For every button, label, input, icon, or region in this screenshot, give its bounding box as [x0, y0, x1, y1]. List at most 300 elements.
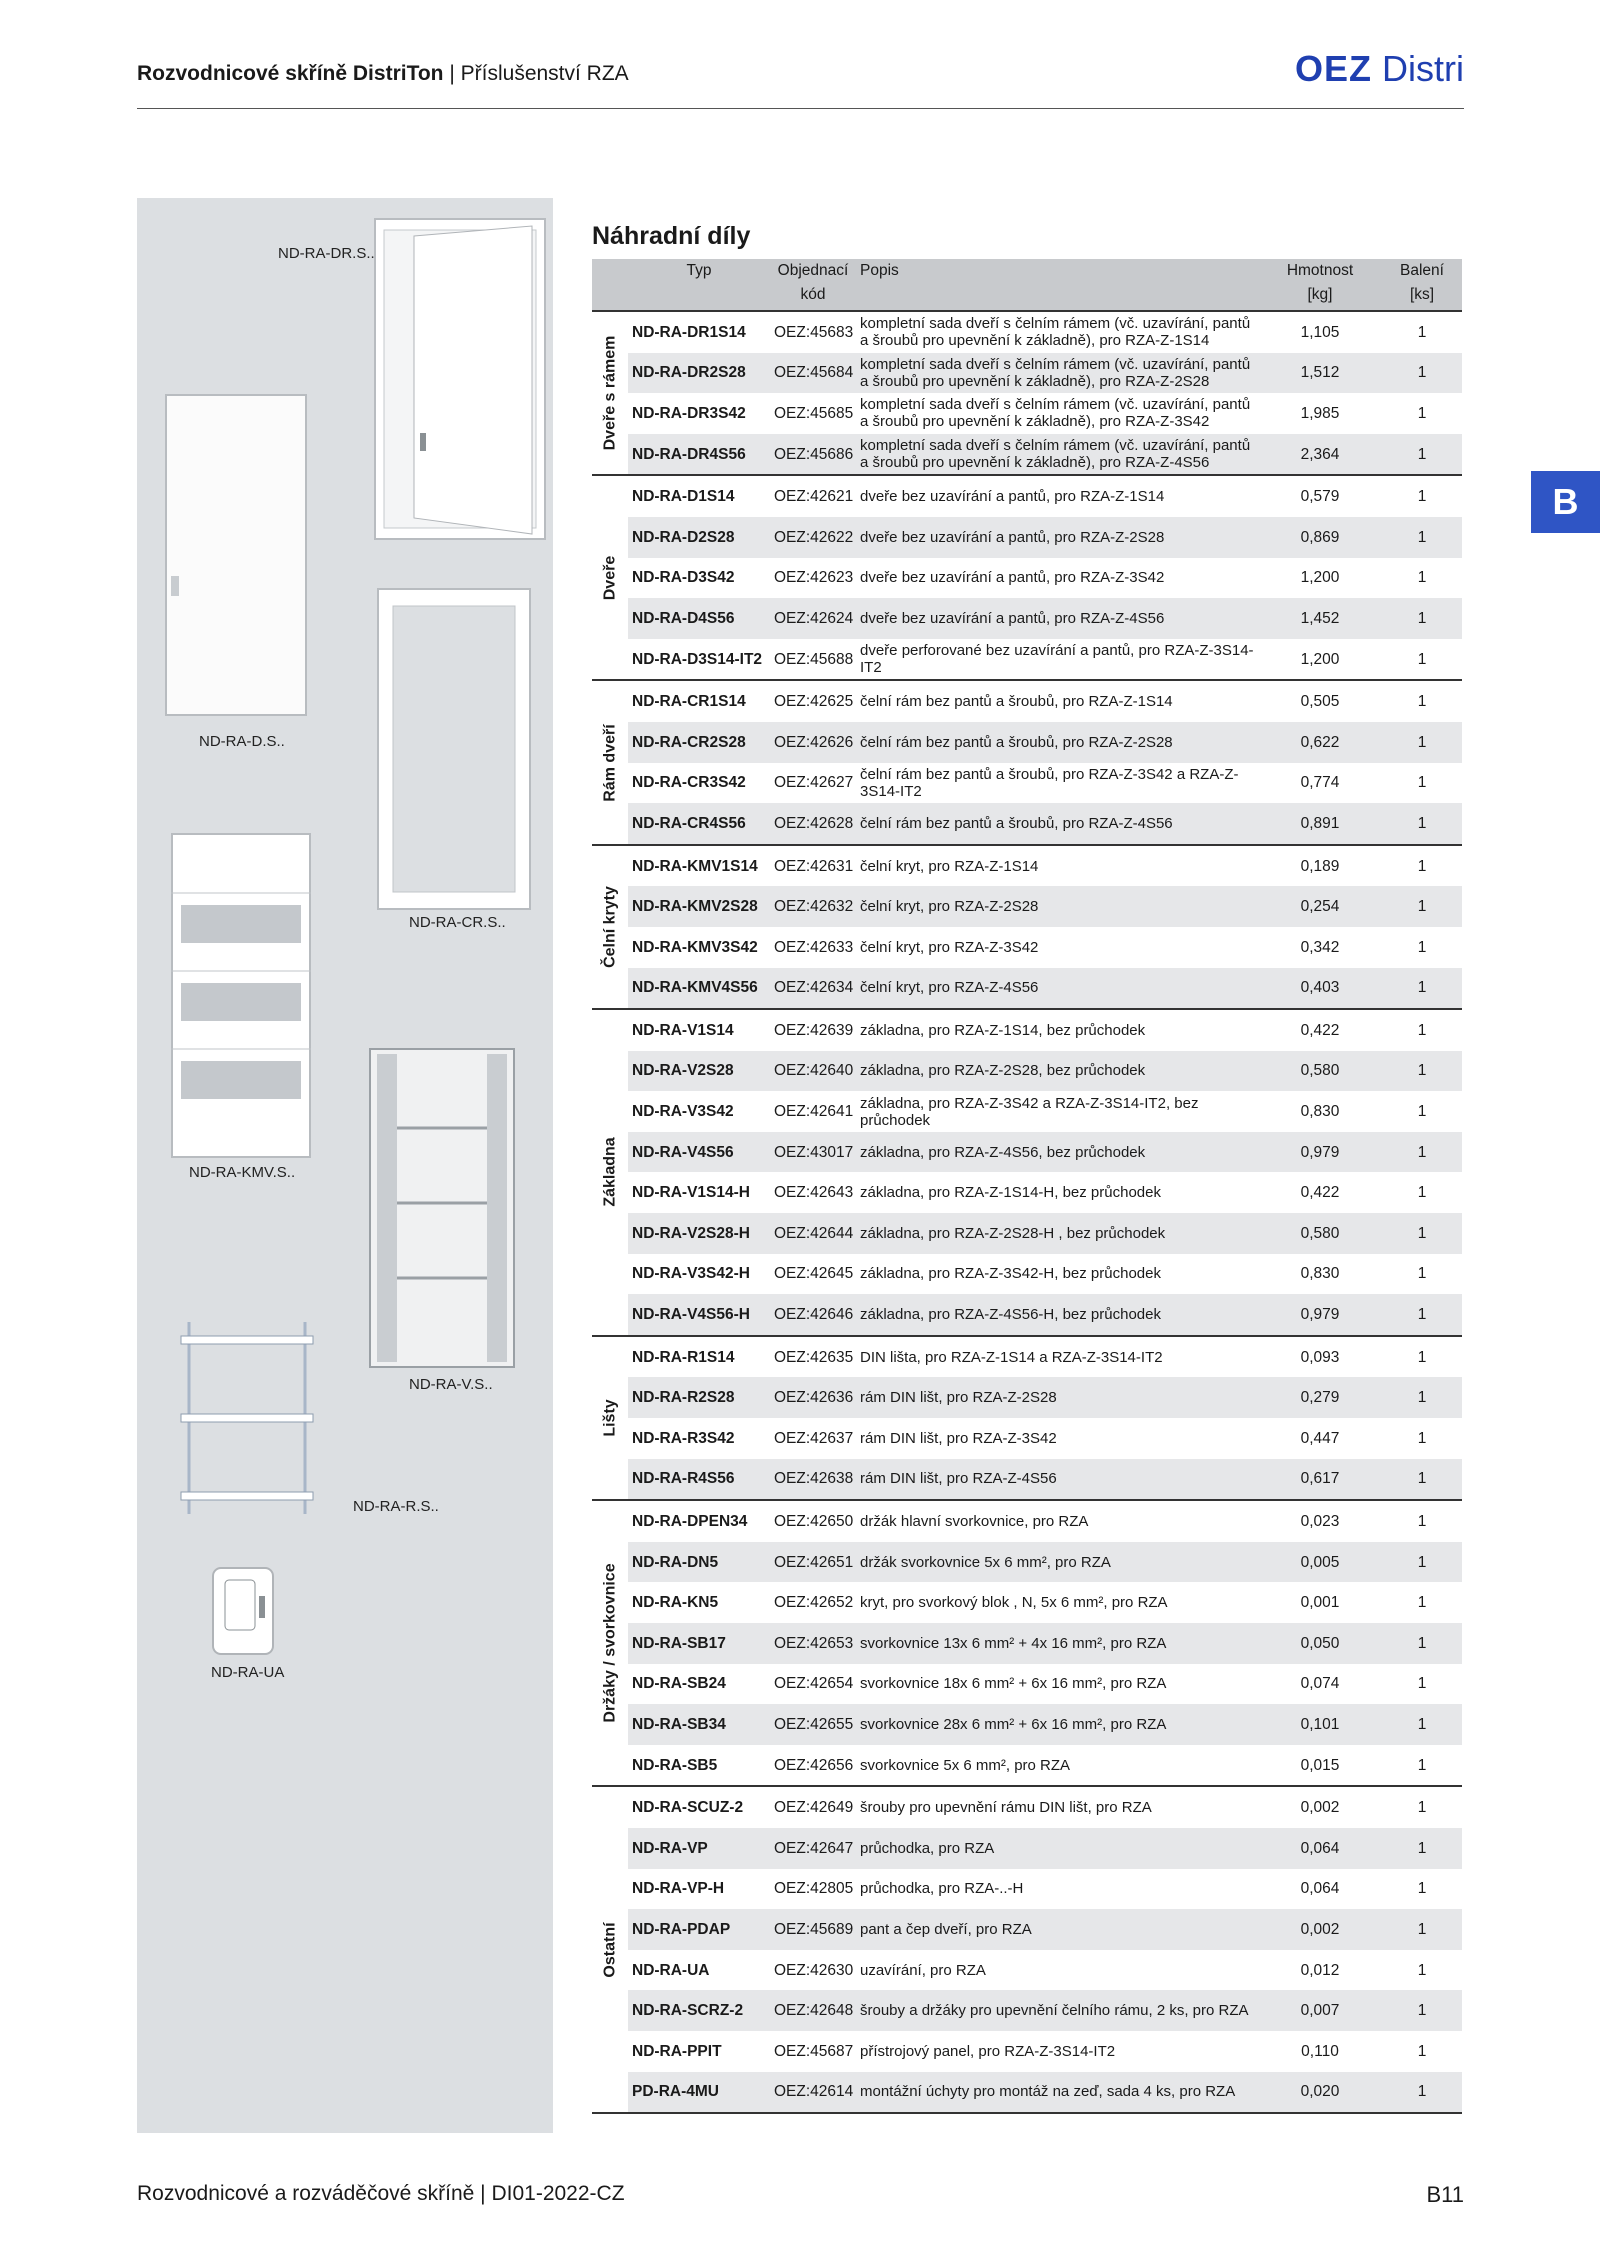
- header-hmotnost: Hmotnost [kg]: [1258, 259, 1382, 311]
- part-weight: 0,254: [1258, 886, 1382, 927]
- part-package: 1: [1417, 1184, 1427, 1202]
- table-row: [592, 1500, 1462, 1542]
- part-type: ND-RA-CR3S42: [632, 774, 746, 792]
- part-weight: 0,830: [1300, 1265, 1340, 1283]
- order-code: OEZ:43017: [770, 1132, 856, 1173]
- part-weight: 1,200: [1258, 639, 1382, 681]
- part-package: 1: [1382, 1500, 1462, 1542]
- part-description: držák hlavní svorkovnice, pro RZA: [856, 1500, 1258, 1542]
- part-weight: 0,830: [1300, 1103, 1340, 1121]
- header-kod: Objednací kód: [770, 259, 856, 311]
- part-package: 1: [1382, 886, 1462, 927]
- part-type: ND-RA-PDAP: [628, 1909, 770, 1950]
- order-code: OEZ:42656: [770, 1745, 856, 1787]
- order-code: OEZ:42650: [770, 1500, 856, 1542]
- part-description: základna, pro RZA-Z-2S28-H , bez průchodek: [856, 1213, 1258, 1254]
- group-label: Ostatní: [601, 1922, 619, 1978]
- table-row: [592, 763, 1462, 804]
- group-label: Dveře: [601, 555, 619, 601]
- part-description: čelní kryt, pro RZA-Z-1S14: [856, 845, 1258, 887]
- part-package: 1: [1417, 938, 1427, 956]
- label-r: ND-RA-R.S..: [353, 1498, 439, 1515]
- part-description: průchodka, pro RZA: [856, 1828, 1258, 1869]
- part-description: pant a čep dveří, pro RZA: [856, 1909, 1258, 1950]
- table-row: [592, 1294, 1462, 1336]
- part-description: čelní rám bez pantů a šroubů, pro RZA-Z-3S42 a RZA-Z-3S14-IT2: [860, 765, 1239, 800]
- part-weight: 1,452: [1258, 598, 1382, 639]
- order-code: OEZ:42621: [770, 475, 856, 517]
- table-row: [592, 1091, 1462, 1132]
- part-type: ND-RA-V3S42: [632, 1103, 734, 1121]
- order-code: OEZ:42644: [770, 1213, 856, 1254]
- logo-oez: OEZ: [1294, 48, 1372, 89]
- part-description: svorkovnice 13x 6 mm² + 4x 16 mm², pro RZA: [856, 1623, 1258, 1664]
- part-type: PD-RA-4MU: [628, 2072, 770, 2114]
- table-row: [592, 1009, 1462, 1051]
- part-weight: 0,023: [1258, 1500, 1382, 1542]
- table-row: [592, 311, 1462, 353]
- part-description: čelní rám bez pantů a šroubů, pro RZA-Z-2S28: [856, 722, 1258, 763]
- part-package: 1: [1382, 1704, 1462, 1745]
- part-package: 1: [1382, 1132, 1462, 1173]
- part-type: ND-RA-DR1S14: [628, 311, 770, 353]
- header-divider: [137, 108, 1464, 109]
- table-row: [592, 1990, 1462, 2031]
- part-weight: 0,101: [1258, 1704, 1382, 1745]
- part-type: ND-RA-V2S28: [628, 1051, 770, 1092]
- order-code: OEZ:42643: [774, 1184, 854, 1202]
- order-code: OEZ:42628: [770, 803, 856, 845]
- order-code: OEZ:45686: [770, 434, 856, 476]
- part-weight: 0,979: [1258, 1294, 1382, 1336]
- part-weight: 0,093: [1258, 1336, 1382, 1378]
- table-row: [592, 1704, 1462, 1745]
- part-package: 1: [1382, 1051, 1462, 1092]
- part-package: 1: [1382, 1828, 1462, 1869]
- group-label-cell: [592, 680, 628, 844]
- order-code: OEZ:45688: [770, 639, 856, 681]
- part-package: 1: [1382, 845, 1462, 887]
- label-cr: ND-RA-CR.S..: [409, 914, 506, 931]
- group-label-cell: [592, 845, 628, 1009]
- part-package: 1: [1382, 311, 1462, 353]
- part-description: montážní úchyty pro montáž na zeď, sada 4 ks, pro RZA: [856, 2072, 1258, 2114]
- page-number: B11: [1426, 2182, 1464, 2207]
- din-rail-frame-image: [177, 1318, 317, 1518]
- part-type: ND-RA-V2S28-H: [628, 1213, 770, 1254]
- part-type: ND-RA-V4S56: [628, 1132, 770, 1173]
- order-code: OEZ:42645: [774, 1265, 854, 1283]
- part-package: 1: [1382, 1009, 1462, 1051]
- order-code: OEZ:42805: [774, 1880, 854, 1898]
- part-weight: 0,110: [1301, 2042, 1339, 2060]
- table-row: [592, 1213, 1462, 1254]
- part-description: držák svorkovnice 5x 6 mm², pro RZA: [856, 1542, 1258, 1583]
- part-weight: 0,505: [1258, 680, 1382, 722]
- part-package: 1: [1382, 1990, 1462, 2031]
- front-cover-image: [171, 833, 311, 1158]
- part-weight: 1,105: [1258, 311, 1382, 353]
- part-weight: 0,002: [1258, 1909, 1382, 1950]
- part-package: 1: [1382, 517, 1462, 558]
- table-row: [592, 1132, 1462, 1173]
- part-type: ND-RA-SB5: [628, 1745, 770, 1787]
- latch-image: [211, 1566, 275, 1656]
- part-weight: 0,891: [1258, 803, 1382, 845]
- part-type: ND-RA-CR1S14: [628, 680, 770, 722]
- part-description: dveře bez uzavírání a pantů, pro RZA-Z-4S56: [856, 598, 1258, 639]
- table-row: [592, 1828, 1462, 1869]
- order-code: OEZ:42630: [774, 1961, 854, 1979]
- part-package: 1: [1382, 1542, 1462, 1583]
- part-weight: 0,015: [1258, 1745, 1382, 1787]
- door-image: [165, 394, 307, 716]
- table-row: [592, 886, 1462, 927]
- part-weight: 0,617: [1258, 1459, 1382, 1501]
- group-label: Držáky / svorkovnice: [601, 1563, 619, 1723]
- part-type: ND-RA-KMV3S42: [632, 938, 758, 956]
- label-v: ND-RA-V.S..: [409, 1376, 493, 1393]
- order-code: OEZ:42622: [770, 517, 856, 558]
- part-weight: 0,979: [1258, 1132, 1382, 1173]
- part-package: 1: [1382, 1294, 1462, 1336]
- part-description: kryt, pro svorkový blok , N, 5x 6 mm², pro RZA: [860, 1594, 1168, 1612]
- part-weight: 1,200: [1300, 569, 1340, 587]
- page-header-title: [137, 62, 629, 86]
- group-label-cell: [592, 475, 628, 680]
- part-weight: 0,064: [1300, 1880, 1340, 1898]
- table-row: [592, 1542, 1462, 1583]
- order-code: OEZ:42649: [770, 1786, 856, 1828]
- part-type: ND-RA-VP: [628, 1828, 770, 1869]
- part-weight: 0,447: [1300, 1429, 1340, 1447]
- header-baleni: Balení [ks]: [1382, 259, 1462, 311]
- part-description: čelní kryt, pro RZA-Z-2S28: [856, 886, 1258, 927]
- part-type: ND-RA-R1S14: [628, 1336, 770, 1378]
- part-weight: 0,580: [1258, 1051, 1382, 1092]
- part-description: základna, pro RZA-Z-3S42 a RZA-Z-3S14-IT2, bez průchodek: [860, 1094, 1199, 1129]
- part-description: základna, pro RZA-Z-3S42-H, bez průchodek: [860, 1265, 1161, 1283]
- label-d: ND-RA-D.S..: [199, 733, 285, 750]
- part-type: ND-RA-KMV4S56: [628, 968, 770, 1010]
- label-ua: ND-RA-UA: [211, 1664, 285, 1681]
- part-weight: 0,403: [1258, 968, 1382, 1010]
- part-weight: 0,579: [1258, 475, 1382, 517]
- part-description: čelní kryt, pro RZA-Z-4S56: [856, 968, 1258, 1010]
- part-description: čelní rám bez pantů a šroubů, pro RZA-Z-4S56: [856, 803, 1258, 845]
- order-code: OEZ:45689: [770, 1909, 856, 1950]
- part-type: ND-RA-D4S56: [628, 598, 770, 639]
- order-code: OEZ:42653: [770, 1623, 856, 1664]
- part-description: základna, pro RZA-Z-1S14-H, bez průchodek: [860, 1184, 1161, 1202]
- order-code: OEZ:42637: [774, 1429, 854, 1447]
- group-label: Rám dveří: [601, 723, 619, 802]
- part-weight: 0,422: [1300, 1184, 1340, 1202]
- table-row: [592, 968, 1462, 1010]
- part-description: základna, pro RZA-Z-1S14, bez průchodek: [856, 1009, 1258, 1051]
- part-description: dveře bez uzavírání a pantů, pro RZA-Z-2S28: [856, 517, 1258, 558]
- spare-parts-table: [592, 259, 1462, 2114]
- part-weight: 0,020: [1258, 2072, 1382, 2114]
- table-row: [592, 2072, 1462, 2114]
- part-type: ND-RA-D1S14: [628, 475, 770, 517]
- part-package: 1: [1417, 1880, 1427, 1898]
- part-package: 1: [1382, 2072, 1462, 2114]
- part-description: dveře bez uzavírání a pantů, pro RZA-Z-1S14: [856, 475, 1258, 517]
- part-type: ND-RA-SB17: [628, 1623, 770, 1664]
- part-description: kompletní sada dveří s čelním rámem (vč. uzavírání, pantů a šroubů pro upevnění k základně), pro RZA-Z-1S14: [856, 311, 1258, 353]
- order-code: OEZ:42648: [770, 1990, 856, 2031]
- part-weight: 0,007: [1258, 1990, 1382, 2031]
- table-row: [592, 680, 1462, 722]
- part-weight: 1,985: [1300, 404, 1340, 422]
- label-dr: ND-RA-DR.S..: [278, 245, 375, 262]
- part-package: 1: [1417, 1429, 1427, 1447]
- part-weight: 0,869: [1258, 517, 1382, 558]
- group-label: Čelní kryty: [601, 886, 619, 968]
- order-code: OEZ:42631: [770, 845, 856, 887]
- part-type: ND-RA-DR2S28: [628, 353, 770, 394]
- part-description: kompletní sada dveří s čelním rámem (vč. uzavírání, pantů a šroubů pro upevnění k základně), pro RZA-Z-4S56: [856, 434, 1258, 476]
- part-weight: 0,279: [1258, 1377, 1382, 1418]
- part-weight: 0,064: [1258, 1828, 1382, 1869]
- part-description: čelní kryt, pro RZA-Z-3S42: [860, 938, 1039, 956]
- order-code: OEZ:42625: [770, 680, 856, 722]
- header-popis: Popis: [856, 259, 1258, 311]
- product-image-panel: [137, 198, 553, 2133]
- part-type: ND-RA-KMV2S28: [628, 886, 770, 927]
- table-row: [592, 1786, 1462, 1828]
- part-type: ND-RA-D2S28: [628, 517, 770, 558]
- order-code: OEZ:42655: [770, 1704, 856, 1745]
- table-row: [592, 558, 1462, 599]
- part-description: rám DIN lišt, pro RZA-Z-3S42: [860, 1429, 1057, 1447]
- part-type: ND-RA-UA: [632, 1961, 710, 1979]
- part-type: ND-RA-DN5: [628, 1542, 770, 1583]
- part-package: 1: [1382, 1786, 1462, 1828]
- part-type: ND-RA-D3S14-IT2: [628, 639, 770, 681]
- part-package: 1: [1382, 639, 1462, 681]
- order-code: OEZ:42646: [770, 1294, 856, 1336]
- part-type: ND-RA-SCUZ-2: [628, 1786, 770, 1828]
- base-image: [369, 1048, 515, 1368]
- part-weight: 0,002: [1258, 1786, 1382, 1828]
- table-row: [592, 1336, 1462, 1378]
- part-description: dveře bez uzavírání a pantů, pro RZA-Z-3S42: [860, 569, 1165, 587]
- order-code: OEZ:42654: [774, 1675, 854, 1693]
- header-title-bold: Rozvodnicové skříně DistriTon: [137, 62, 444, 85]
- order-code: OEZ:42638: [770, 1459, 856, 1501]
- part-type: ND-RA-R4S56: [628, 1459, 770, 1501]
- part-description: dveře perforované bez uzavírání a pantů, pro RZA-Z-3S14-IT2: [856, 639, 1258, 681]
- part-type: ND-RA-DR4S56: [628, 434, 770, 476]
- table-row: [592, 639, 1462, 681]
- order-code: OEZ:42633: [774, 938, 854, 956]
- group-label: Základna: [601, 1137, 619, 1208]
- part-package: 1: [1417, 1103, 1427, 1121]
- part-package: 1: [1417, 404, 1427, 422]
- order-code: OEZ:45687: [774, 2042, 854, 2060]
- group-label-cell: [592, 1500, 628, 1786]
- part-package: 1: [1417, 569, 1427, 587]
- header-title-rest: Příslušenství RZA: [460, 62, 629, 85]
- part-package: 1: [1382, 680, 1462, 722]
- table-row: [592, 353, 1462, 394]
- part-type: ND-RA-SB34: [628, 1704, 770, 1745]
- table-row: [592, 1254, 1462, 1295]
- order-code: OEZ:45685: [774, 404, 854, 422]
- part-description: svorkovnice 5x 6 mm², pro RZA: [856, 1745, 1258, 1787]
- part-weight: 0,001: [1300, 1594, 1340, 1612]
- part-description: kompletní sada dveří s čelním rámem (vč. uzavírání, pantů a šroubů pro upevnění k základně), pro RZA-Z-3S42: [860, 396, 1251, 431]
- part-weight: 2,364: [1258, 434, 1382, 476]
- part-weight: 0,074: [1300, 1675, 1340, 1693]
- part-package: 1: [1417, 2042, 1427, 2060]
- part-type: ND-RA-R3S42: [632, 1429, 735, 1447]
- part-package: 1: [1382, 598, 1462, 639]
- table-header-row: [592, 259, 1462, 311]
- part-weight: 1,512: [1258, 353, 1382, 394]
- part-package: 1: [1382, 1377, 1462, 1418]
- order-code: OEZ:42626: [770, 722, 856, 763]
- part-package: 1: [1417, 1265, 1427, 1283]
- footer-publication: Rozvodnicové a rozváděčové skříně | DI01-2022-CZ: [137, 2182, 625, 2205]
- part-type: ND-RA-D3S42: [632, 569, 735, 587]
- table-row: [592, 1377, 1462, 1418]
- table-row: [592, 517, 1462, 558]
- part-type: ND-RA-SB24: [632, 1675, 726, 1693]
- part-package: 1: [1382, 353, 1462, 394]
- part-type: ND-RA-KMV1S14: [628, 845, 770, 887]
- part-weight: 0,012: [1300, 1961, 1340, 1979]
- table-row: [592, 1664, 1462, 1705]
- order-code: OEZ:42640: [770, 1051, 856, 1092]
- table-row: [592, 1172, 1462, 1213]
- part-description: čelní rám bez pantů a šroubů, pro RZA-Z-1S14: [856, 680, 1258, 722]
- part-weight: 0,422: [1258, 1009, 1382, 1051]
- table-row: [592, 803, 1462, 845]
- header-group: [592, 259, 628, 311]
- part-description: DIN lišta, pro RZA-Z-1S14 a RZA-Z-3S14-IT2: [856, 1336, 1258, 1378]
- part-description: šrouby a držáky pro upevnění čelního rámu, 2 ks, pro RZA: [856, 1990, 1258, 2031]
- part-package: 1: [1417, 1961, 1427, 1979]
- table-row: [592, 393, 1462, 434]
- part-package: 1: [1382, 1336, 1462, 1378]
- part-package: 1: [1417, 1675, 1427, 1693]
- table-row: [592, 1418, 1462, 1459]
- table-row: [592, 1459, 1462, 1501]
- header-separator: |: [449, 62, 461, 85]
- logo-distri: Distri: [1382, 48, 1464, 89]
- part-description: svorkovnice 28x 6 mm² + 6x 16 mm², pro RZA: [856, 1704, 1258, 1745]
- part-package: 1: [1417, 1594, 1427, 1612]
- part-description: průchodka, pro RZA-..-H: [860, 1880, 1024, 1898]
- part-package: 1: [1382, 434, 1462, 476]
- part-type: ND-RA-V4S56-H: [628, 1294, 770, 1336]
- part-package: 1: [1382, 475, 1462, 517]
- part-description: základna, pro RZA-Z-4S56, bez průchodek: [856, 1132, 1258, 1173]
- part-description: rám DIN lišt, pro RZA-Z-4S56: [856, 1459, 1258, 1501]
- table-row: [592, 1745, 1462, 1787]
- order-code: OEZ:42651: [770, 1542, 856, 1583]
- table-row: [592, 434, 1462, 476]
- door-frame-image: [377, 588, 531, 910]
- part-type: ND-RA-V1S14: [628, 1009, 770, 1051]
- order-code: OEZ:42624: [770, 598, 856, 639]
- part-description: základna, pro RZA-Z-4S56-H, bez průchodek: [856, 1294, 1258, 1336]
- part-weight: 0,774: [1300, 774, 1340, 792]
- part-package: 1: [1382, 1909, 1462, 1950]
- table-row: [592, 1623, 1462, 1664]
- part-description: šrouby pro upevnění rámu DIN lišt, pro RZA: [856, 1786, 1258, 1828]
- part-package: 1: [1382, 722, 1462, 763]
- part-weight: 0,005: [1258, 1542, 1382, 1583]
- part-package: 1: [1382, 803, 1462, 845]
- part-description: uzavírání, pro RZA: [860, 1961, 986, 1979]
- part-weight: 0,580: [1258, 1213, 1382, 1254]
- part-weight: 0,342: [1300, 938, 1340, 956]
- order-code: OEZ:42641: [774, 1103, 854, 1121]
- section-tab: B: [1531, 471, 1600, 533]
- group-label-cell: [592, 1336, 628, 1500]
- group-label-cell: [592, 311, 628, 475]
- part-type: ND-RA-SCRZ-2: [628, 1990, 770, 2031]
- part-description: kompletní sada dveří s čelním rámem (vč. uzavírání, pantů a šroubů pro upevnění k základně), pro RZA-Z-2S28: [856, 353, 1258, 394]
- order-code: OEZ:42614: [770, 2072, 856, 2114]
- group-label: Dveře s rámem: [601, 335, 619, 451]
- part-package: 1: [1382, 1623, 1462, 1664]
- part-type: ND-RA-VP-H: [632, 1880, 725, 1898]
- part-description: rám DIN lišt, pro RZA-Z-2S28: [856, 1377, 1258, 1418]
- table-row: [592, 1869, 1462, 1910]
- table-row: [592, 1909, 1462, 1950]
- part-type: ND-RA-V1S14-H: [632, 1184, 750, 1202]
- oez-distri-logo: [1295, 48, 1464, 90]
- label-kmv: ND-RA-KMV.S..: [189, 1164, 296, 1181]
- part-type: ND-RA-DR3S42: [632, 404, 746, 422]
- part-package: 1: [1417, 774, 1427, 792]
- part-weight: 0,050: [1258, 1623, 1382, 1664]
- door-with-frame-image: [374, 218, 546, 540]
- part-description: základna, pro RZA-Z-2S28, bez průchodek: [856, 1051, 1258, 1092]
- order-code: OEZ:42623: [774, 569, 854, 587]
- part-type: ND-RA-CR2S28: [628, 722, 770, 763]
- order-code: OEZ:42634: [770, 968, 856, 1010]
- part-package: 1: [1382, 1459, 1462, 1501]
- part-type: ND-RA-R2S28: [628, 1377, 770, 1418]
- table-row: [592, 722, 1462, 763]
- part-package: 1: [1382, 968, 1462, 1010]
- order-code: OEZ:42636: [770, 1377, 856, 1418]
- order-code: OEZ:42627: [774, 774, 854, 792]
- order-code: OEZ:42647: [770, 1828, 856, 1869]
- group-label-cell: [592, 1786, 628, 2113]
- part-type: ND-RA-KN5: [632, 1594, 719, 1612]
- part-weight: 0,622: [1258, 722, 1382, 763]
- table-row: [592, 1582, 1462, 1623]
- table-row: [592, 2031, 1462, 2072]
- table-row: [592, 598, 1462, 639]
- part-type: ND-RA-PPIT: [632, 2042, 722, 2060]
- part-type: ND-RA-DPEN34: [628, 1500, 770, 1542]
- order-code: OEZ:42632: [770, 886, 856, 927]
- table-row: [592, 1950, 1462, 1991]
- part-type: ND-RA-CR4S56: [628, 803, 770, 845]
- part-description: svorkovnice 18x 6 mm² + 6x 16 mm², pro RZA: [860, 1675, 1167, 1693]
- table-row: [592, 1051, 1462, 1092]
- part-weight: 0,189: [1258, 845, 1382, 887]
- group-label-cell: [592, 1009, 628, 1336]
